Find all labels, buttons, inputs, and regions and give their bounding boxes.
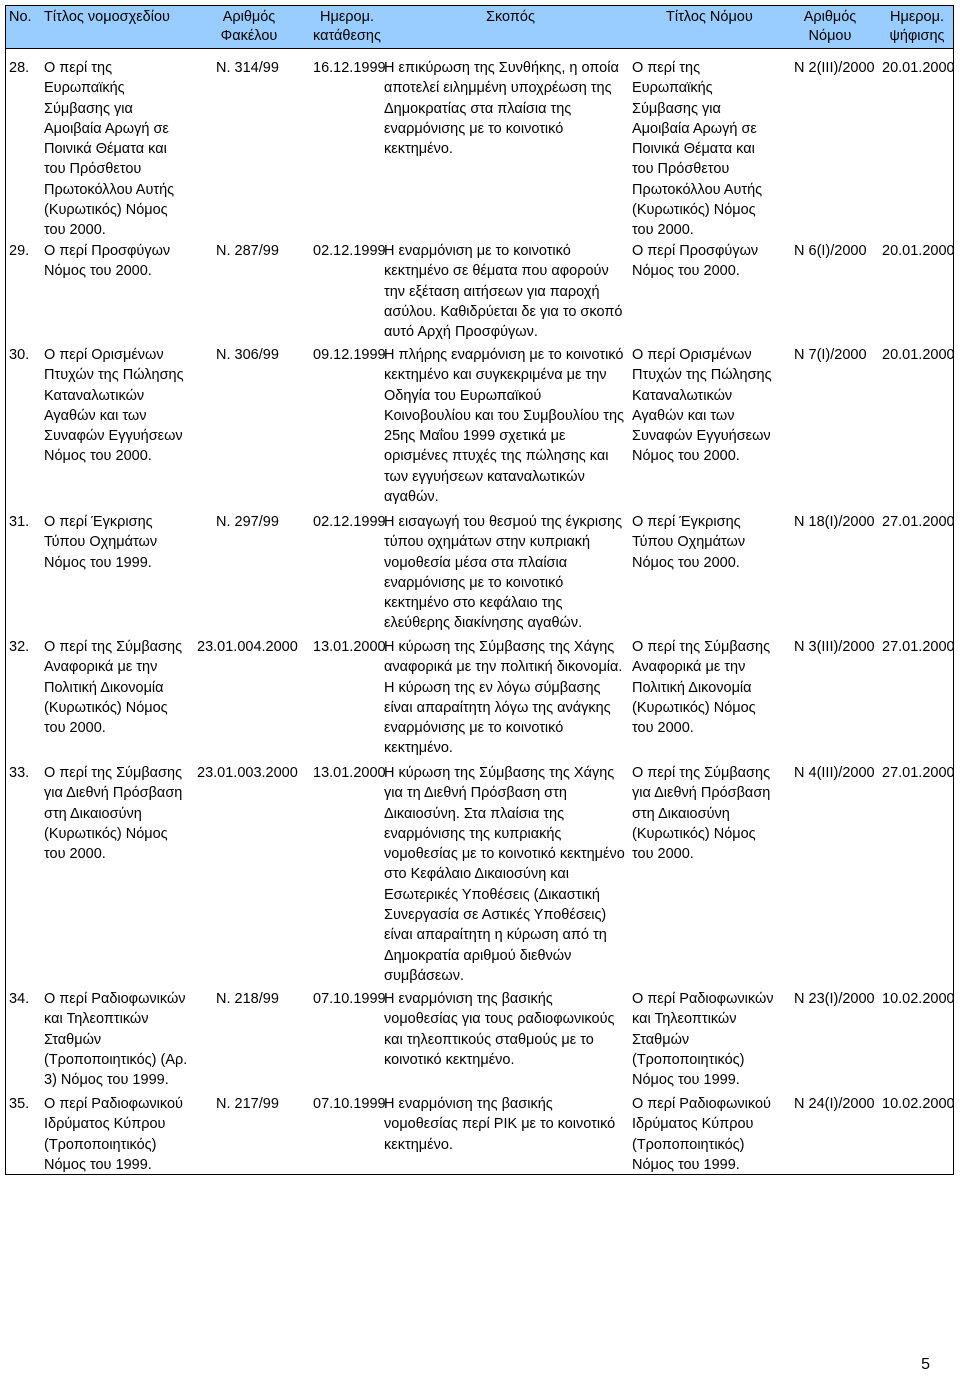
row-law-title: Ο περί Έγκρισης Τύπου Οχημάτων Νόμος του 2000. [632, 514, 746, 571]
row-title: Ο περί της Σύμβασης για Διεθνή Πρόσβαση στη Δικαιοσύνη (Κυρωτικός) Νόμος του 2000. [44, 765, 183, 863]
row-filing-date: 02.12.1999 [313, 514, 386, 530]
header-purpose: Σκοπός [486, 9, 535, 25]
row-purpose: Η κύρωση της Σύμβασης της Χάγης για τη Διεθνή Πρόσβαση στη Δικαιοσύνη. Στα πλαίσια της εναρμόνισης της κυπριακής νομοθεσίας με το κοινοτικό κεκτημένο στο Κεφάλαιο Δικαιοσύνη και Εσωτερικές Υποθέσεις (Δικαστική Συνεργασία σε Αστικές Υποθέσεις) είναι απαραίτητη η κύρωση από τη Δημοκρατία αριθμού διεθνών συμβάσεων. [384, 765, 625, 984]
row-title: Ο περί της Ευρωπαϊκής Σύμβασης για Αμοιβαία Αρωγή σε Ποινικά Θέματα και του Πρόσθετου Πρωτοκόλλου Αυτής (Κυρωτικός) Νόμος του 2000. [44, 60, 175, 239]
row-purpose: Η εισαγωγή του θεσμού της έγκρισης τύπου οχημάτων στην κυπριακή νομοθεσία μέσα στα πλαίσια εναρμόνισης με το κοινοτικό κεκτημένο στο κεφάλαιο της ελεύθερης διακίνησης αγαθών. [384, 514, 623, 632]
row-law-no: Ν 4(ΙΙΙ)/2000 [794, 765, 875, 781]
row-purpose: Η εναρμόνιση της βασικής νομοθεσίας για τους ραδιοφωνικούς και τηλεοπτικούς σταθμούς με το κοινοτικό κεκτημένο. [384, 991, 615, 1068]
row-filing-date: 09.12.1999 [313, 347, 386, 363]
row-file-no: Ν. 217/99 [216, 1096, 279, 1112]
page-number: 5 [921, 1356, 930, 1373]
header-law-title: Τίτλος Νόμου [666, 9, 753, 25]
row-law-no: Ν 2(ΙΙΙ)/2000 [794, 60, 875, 76]
row-vote-date: 20.01.2000 [882, 60, 955, 76]
row-no: 29. [9, 243, 30, 259]
row-purpose: Η εναρμόνιση με το κοινοτικό κεκτημένο σε θέματα που αφορούν την εξέταση αιτήσεων για παροχή ασύλου. Καθιδρύεται δε για το σκοπό αυτό Αρχή Προσφύγων. [384, 243, 623, 341]
row-law-no: Ν 23(Ι)/2000 [794, 991, 875, 1007]
row-file-no: 23.01.004.2000 [197, 639, 298, 655]
row-title: Ο περί Ραδιοφωνικών και Τηλεοπτικών Σταθμών (Τροποποιητικός) (Αρ. 3) Νόμος του 1999. [44, 991, 188, 1089]
header-no: No. [9, 9, 32, 25]
row-law-no: Ν 6(Ι)/2000 [794, 243, 867, 259]
row-vote-date: 20.01.2000 [882, 243, 955, 259]
row-filing-date: 02.12.1999 [313, 243, 386, 259]
row-law-title: Ο περί της Ευρωπαϊκής Σύμβασης για Αμοιβαία Αρωγή σε Ποινικά Θέματα και του Πρόσθετου Πρωτοκόλλου Αυτής (Κυρωτικός) Νόμος του 2000. [632, 60, 763, 239]
row-vote-date: 10.02.2000 [882, 1096, 955, 1112]
header-title: Τίτλος νομοσχεδίου [44, 9, 170, 25]
row-law-title: Ο περί Ορισμένων Πτυχών της Πώλησης Καταναλωτικών Αγαθών και των Συναφών Εγγυήσεων Νόμος του 2000. [632, 347, 772, 465]
row-no: 32. [9, 639, 30, 655]
row-law-title: Ο περί Προσφύγων Νόμος του 2000. [632, 243, 759, 280]
row-law-no: Ν 7(Ι)/2000 [794, 347, 867, 363]
row-law-no: Ν 24(Ι)/2000 [794, 1096, 875, 1112]
row-no: 30. [9, 347, 30, 363]
table-header [6, 6, 953, 49]
row-law-title: Ο περί Ραδιοφωνικών και Τηλεοπτικών Σταθμών (Τροποποιητικός) Νόμος του 1999. [632, 991, 774, 1089]
header-law-no: Αριθμός Νόμου [803, 9, 857, 44]
row-no: 34. [9, 991, 30, 1007]
header-file-no: Αριθμός Φακέλου [220, 9, 278, 44]
row-file-no: Ν. 306/99 [216, 347, 279, 363]
row-title: Ο περί Ορισμένων Πτυχών της Πώλησης Καταναλωτικών Αγαθών και των Συναφών Εγγυήσεων Νόμος του 2000. [44, 347, 184, 465]
row-file-no: 23.01.003.2000 [197, 765, 298, 781]
header-vote-date: Ημερομ. ψήφισης [889, 9, 945, 44]
row-title: Ο περί Ραδιοφωνικού Ιδρύματος Κύπρου (Τροποποιητικός) Νόμος του 1999. [44, 1096, 183, 1173]
row-filing-date: 07.10.1999 [313, 991, 386, 1007]
row-purpose: Η κύρωση της Σύμβασης της Χάγης αναφορικά με την πολιτική δικονομία. Η κύρωση της εν λόγω σύμβασης είναι απαραίτητη λόγω της ανάγκης εναρμόνισης με το κοινοτικό κεκτημένο. [384, 639, 623, 757]
row-file-no: Ν. 218/99 [216, 991, 279, 1007]
row-vote-date: 27.01.2000 [882, 639, 955, 655]
row-law-title: Ο περί της Σύμβασης για Διεθνή Πρόσβαση στη Δικαιοσύνη (Κυρωτικός) Νόμος του 2000. [632, 765, 771, 863]
row-no: 31. [9, 514, 30, 530]
row-file-no: Ν. 287/99 [216, 243, 279, 259]
row-no: 35. [9, 1096, 30, 1112]
row-law-no: Ν 3(ΙΙΙ)/2000 [794, 639, 875, 655]
row-no: 33. [9, 765, 30, 781]
row-no: 28. [9, 60, 30, 76]
row-file-no: Ν. 314/99 [216, 60, 279, 76]
row-law-no: Ν 18(Ι)/2000 [794, 514, 875, 530]
row-purpose: Η επικύρωση της Συνθήκης, η οποία αποτελεί ειλημμένη υποχρέωση της Δημοκρατίας στα πλαίσια της εναρμόνισης με το κοινοτικό κεκτημένο. [384, 60, 619, 158]
row-vote-date: 10.02.2000 [882, 991, 955, 1007]
row-vote-date: 27.01.2000 [882, 765, 955, 781]
row-purpose: Η πλήρης εναρμόνιση με το κοινοτικό κεκτημένο και συγκεκριμένα με την Οδηγία του Ευρωπαϊκού Κοινοβουλίου και του Συμβουλίου της 25ης Μαΐου 1999 σχετικά με ορισμένες πτυχές της πώλησης και των εγγυήσεων καταναλωτικών αγαθών. [384, 347, 625, 506]
row-title: Ο περί Προσφύγων Νόμος του 2000. [44, 243, 171, 280]
row-title: Ο περί Έγκρισης Τύπου Οχημάτων Νόμος του 1999. [44, 514, 158, 571]
row-file-no: Ν. 297/99 [216, 514, 279, 530]
row-filing-date: 13.01.2000 [313, 639, 386, 655]
row-filing-date: 07.10.1999 [313, 1096, 386, 1112]
row-law-title: Ο περί της Σύμβασης Αναφορικά με την Πολιτική Δικονομία (Κυρωτικός) Νόμος του 2000. [632, 639, 771, 737]
row-vote-date: 27.01.2000 [882, 514, 955, 530]
row-vote-date: 20.01.2000 [882, 347, 955, 363]
laws-table [5, 5, 954, 1175]
row-title: Ο περί της Σύμβασης Αναφορικά με την Πολιτική Δικονομία (Κυρωτικός) Νόμος του 2000. [44, 639, 183, 737]
row-filing-date: 16.12.1999 [313, 60, 386, 76]
row-law-title: Ο περί Ραδιοφωνικού Ιδρύματος Κύπρου (Τροποποιητικός) Νόμος του 1999. [632, 1096, 771, 1173]
row-filing-date: 13.01.2000 [313, 765, 386, 781]
row-purpose: Η εναρμόνιση της βασικής νομοθεσίας περί ΡΙΚ με το κοινοτικό κεκτημένο. [384, 1096, 616, 1153]
header-filing-date: Ημερομ. κατάθεσης [313, 9, 381, 44]
